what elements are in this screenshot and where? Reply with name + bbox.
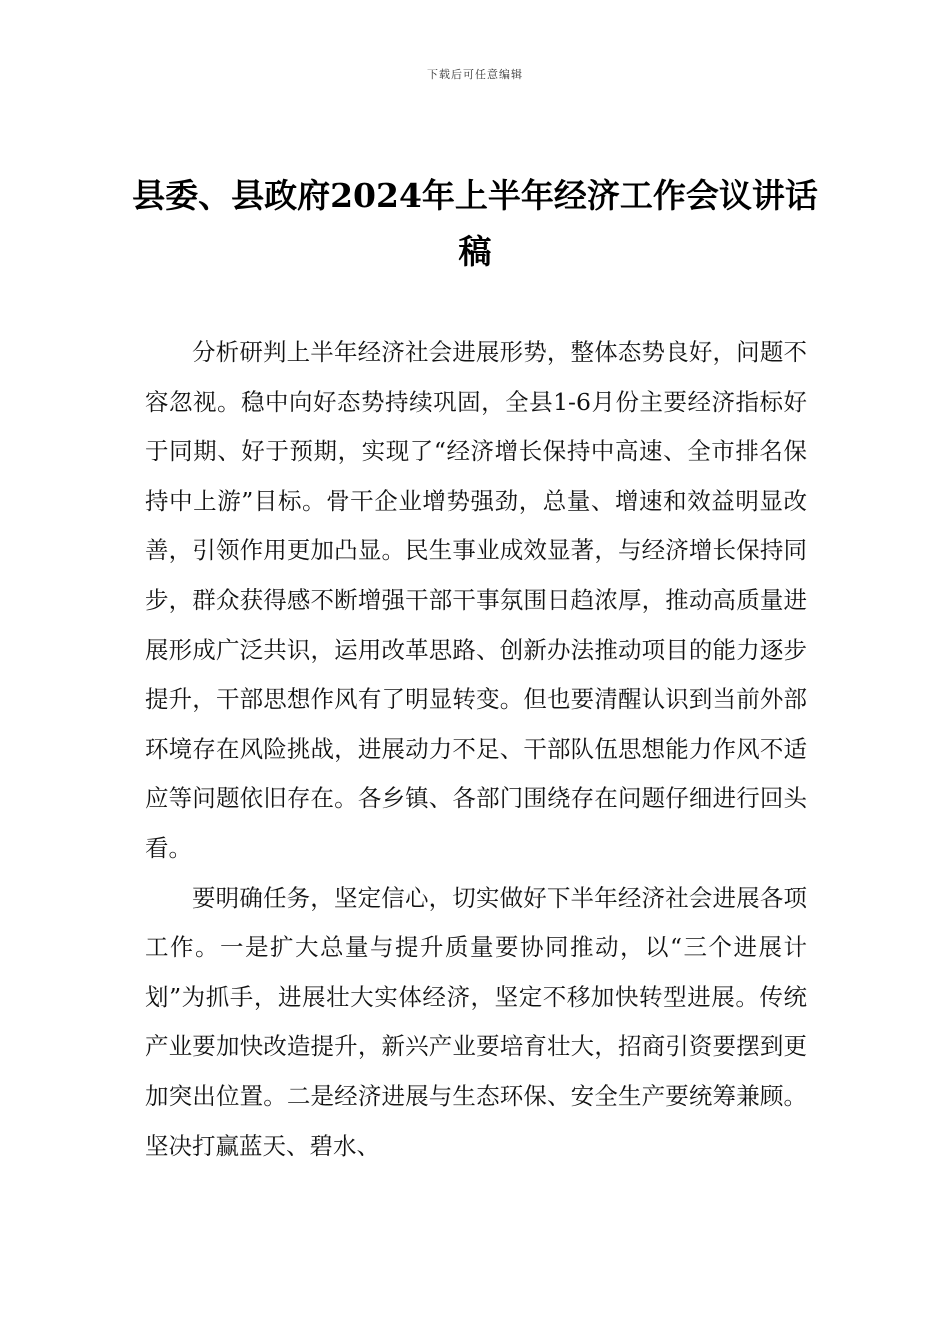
- paragraph-2: 要明确任务，坚定信心，切实做好下半年经济社会进展各项工作。一是扩大总量与提升质量要协同推动，以“三个进展计划”为抓手，进展壮大实体经济，坚定不移加快转型进展。传统产业要加快改造提升，新兴产业要培育壮大，招商引资要摆到更加突出位置。二是经济进展与生态环保、安全生产要统筹兼顾。坚决打赢蓝天、碧水、: [145, 883, 807, 1160]
- document-body: [145, 328, 807, 1171]
- paragraph-1: 分析研判上半年经济社会进展形势，整体态势良好，问题不容忽视。稳中向好态势持续巩固，全县1-6月份主要经济指标好于同期、好于预期，实现了“经济增长保持中高速、全市排名保持中上游”目标。骨干企业增势强劲，总量、增速和效益明显改善，引领作用更加凸显。民生事业成效显著，与经济增长保持同步，群众获得感不断增强干部干事氛围日趋浓厚，推动高质量进展形成广泛共识，运用改革思路、创新办法推动项目的能力逐步提升，干部思想作风有了明显转变。但也要清醒认识到当前外部环境存在风险挑战，进展动力不足、干部队伍思想能力作风不适应等问题依旧存在。各乡镇、各部门围绕存在问题仔细进行回头看。: [145, 338, 807, 862]
- document-title: 县委、县政府2024年上半年经济工作会议讲话稿: [132, 176, 818, 271]
- header-note: 下载后可任意编辑: [427, 68, 523, 81]
